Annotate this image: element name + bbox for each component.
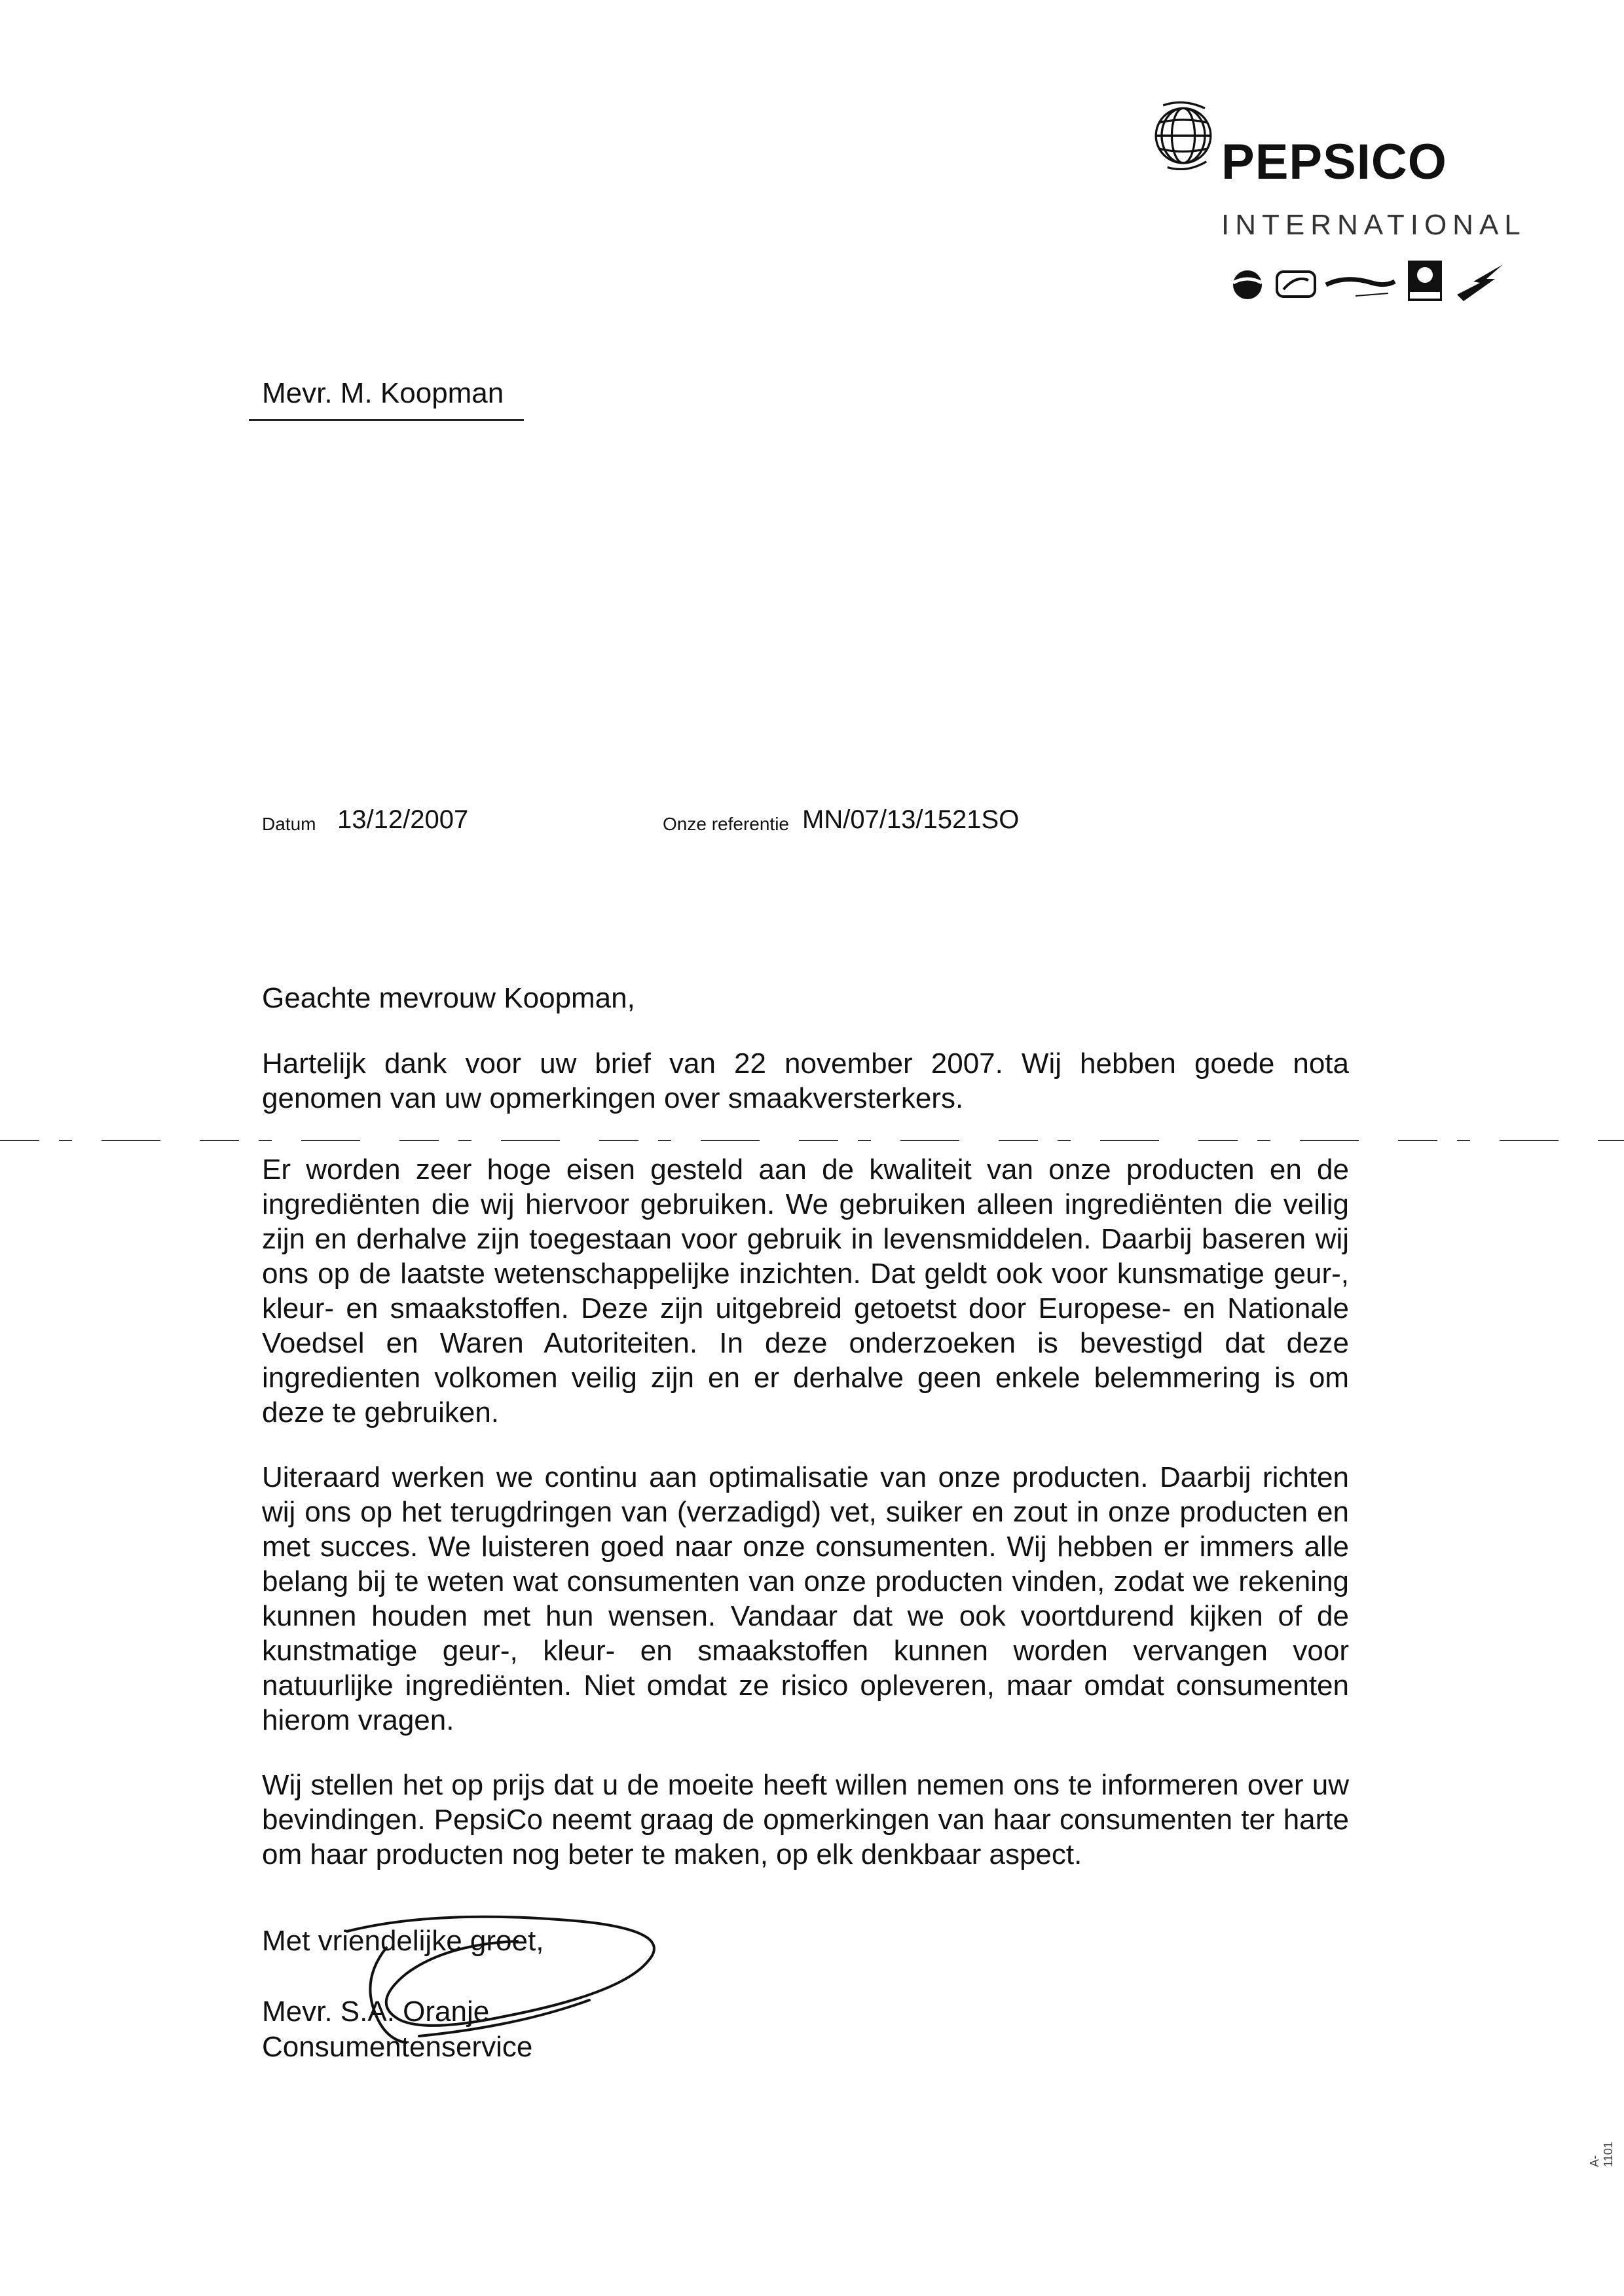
signer-name: Mevr. S.A. Oranje: [262, 1995, 490, 2028]
paragraph-3: Uiteraard werken we continu aan optimalisatie van onze producten. Daarbij richten wij ons op het terugdringen van (verzadigd) vet, suiker en zout in onze producten en met succes. We luisteren goed naar onze consumenten. Wij hebben er immers alle belang bij te weten wat consumenten van onze producten vinden, zodat we rekening kunnen houden met hun wensen. Vandaar dat we ook voortdurend kijken of de kunstmatige geur-, kleur- en smaakstoffen kunnen worden vervangen voor natuurlijke ingrediënten. Niet omdat ze risico opleveren, maar omdat consumenten hierom vragen.: [262, 1461, 1349, 1736]
tropicana-mark: [1326, 280, 1395, 296]
form-code: A-1101: [1588, 2141, 1615, 2167]
handwritten-signature: [308, 1902, 688, 2066]
signer-department: Consumentenservice: [262, 2031, 533, 2063]
pepsico-globe-logo: [1147, 98, 1219, 170]
paragraph-2: Er worden zeer hoge eisen gesteld aan de kwaliteit van onze producten en de ingrediënten die wij hiervoor gebruiken. We gebruiken alleen ingrediënten die veilig zijn en derhalve zijn toegestaan voor gebruik in levensmiddelen. Daarbij baseren wij ons op de laatste wetenschappelijke inzichten. Dat geldt ook voor kunsmatige geur-, kleur- en smaakstoffen. Deze zijn uitgebreid getoetst door Europese- en Nationale Voedsel en Waren Autoriteiten. In deze onderzoeken is bevestigd dat deze ingredienten volkomen veilig zijn en er derhalve geen enkele belemmering is om deze te gebruiken.: [262, 1154, 1349, 1429]
addressee: Mevr. M. Koopman: [262, 377, 504, 409]
paragraph-1: Hartelijk dank voor uw brief van 22 november 2007. Wij hebben goede nota genomen van uw opmerkingen over smaakversterkers.: [262, 1048, 1349, 1114]
brand-name: PEPSICO: [1221, 134, 1447, 190]
quaker-mark: [1408, 261, 1442, 301]
reference-label: Onze referentie: [663, 814, 789, 834]
lays-mark: [1277, 272, 1315, 297]
scan-artifact-line: [0, 1138, 1624, 1143]
brand-marks-strip: [1221, 249, 1529, 314]
pepsi-mark: [1233, 270, 1262, 299]
reference-value: MN/07/13/1521SO: [802, 805, 1020, 834]
date-label: Datum: [262, 814, 316, 834]
gatorade-mark: [1457, 264, 1503, 301]
closing-greeting: Met vriendelijke groet,: [262, 1925, 544, 1957]
salutation: Geachte mevrouw Koopman,: [262, 982, 635, 1014]
date-value: 13/12/2007: [337, 805, 469, 834]
addressee-underline: [249, 419, 524, 421]
paragraph-4: Wij stellen het op prijs dat u de moeite heeft willen nemen ons te informeren over uw bevindingen. PepsiCo neemt graag de opmerkingen van haar consumenten ter harte om haar producten nog beter te maken, op elk denkbaar aspect.: [262, 1769, 1349, 1870]
brand-subtitle: INTERNATIONAL: [1221, 209, 1526, 241]
